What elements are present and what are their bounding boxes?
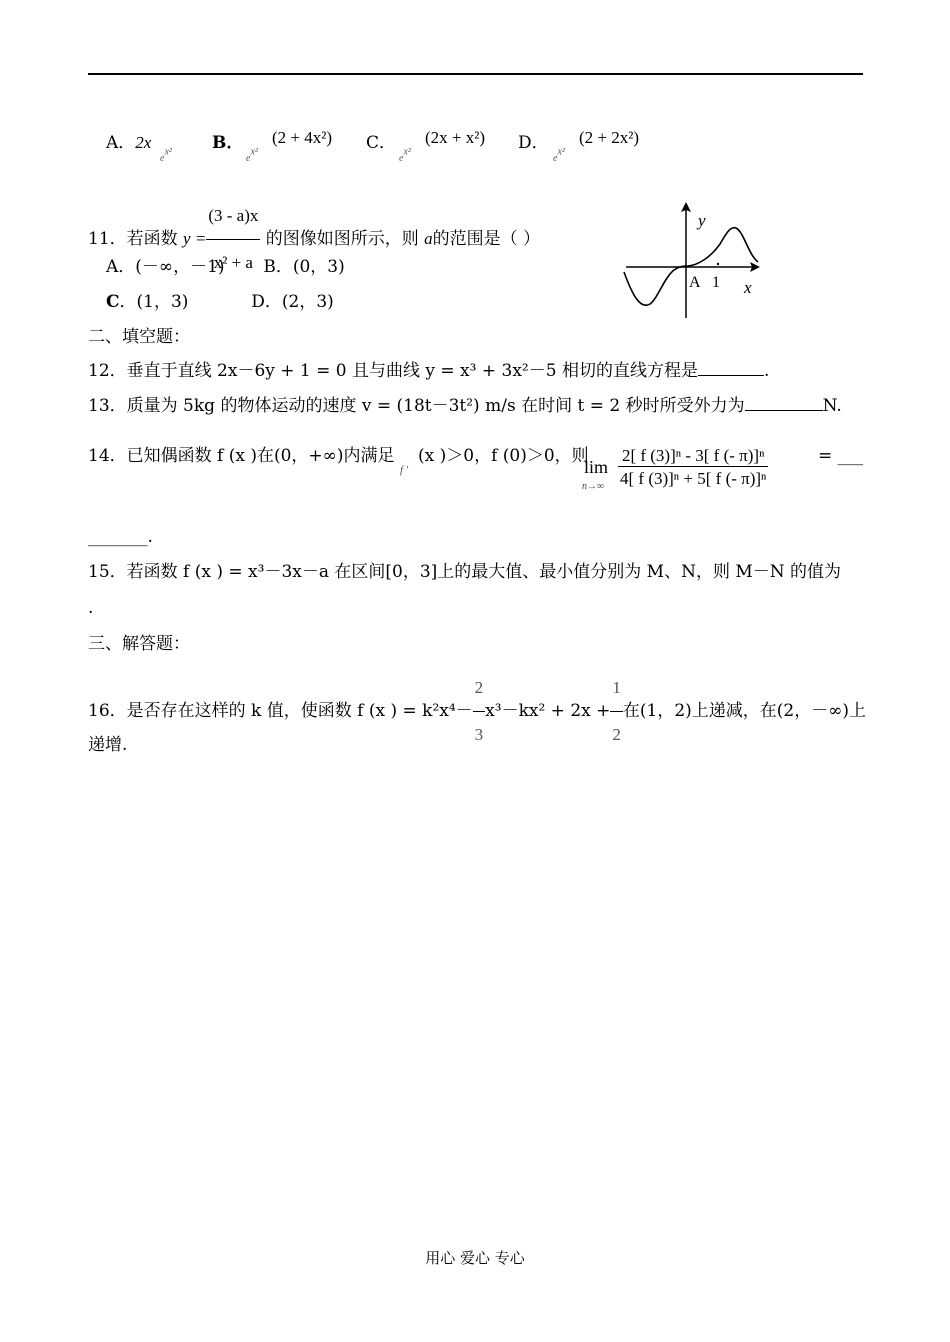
- q10-option-b-exp: $e^{x^2}$: [246, 146, 258, 164]
- q10-option-c-label: C．: [366, 133, 397, 153]
- q11-stem: 11．若函数 y = $\frac{(3 - a)x}{\text{x² + a}}$ 的图像如图所示，则 a的范围是（ ）: [88, 193, 540, 286]
- q13: 13．质量为 5kg 的物体运动的速度 v = (18t－3t²) m/s 在时间 t = 2 秒时所受外力为 N.: [88, 396, 842, 416]
- q16-fraction-two-thirds: $\frac{2}{3}$: [473, 665, 486, 758]
- q12: 12．垂直于直线 2x－6y + 1 = 0 且与曲线 y = x³ + 3x²－5 相切的直线方程是 .: [88, 361, 770, 381]
- y-axis-label: y: [698, 211, 706, 230]
- q10-option-a: A．2x: [106, 133, 152, 153]
- curve-point: [717, 263, 719, 265]
- tick-one-label: 1: [712, 274, 720, 291]
- q15-answer-line[interactable]: .: [88, 598, 94, 618]
- x-axis-label: x: [744, 278, 752, 297]
- q14-limit-fraction: 2[ f (3)]ⁿ - 3[ f (- π)]ⁿ 4[ f (3)]ⁿ + 5[ f (- π)]ⁿ: [620, 446, 767, 488]
- q16: 16．是否存在这样的 k 值，使函数 f (x ) = k²x⁴－ $\frac{2}{3}$ x³－kx² + 2x + $\frac{1}{2}$ 在(1，2)上递减，在(2，－∞)上: [88, 665, 866, 758]
- q10-option-d-text: (2 + 2x²): [579, 128, 640, 147]
- q10-option-d-label: D．: [518, 133, 549, 153]
- section-3-title: 三、解答题：: [88, 634, 190, 654]
- q14-stem: 14．已知偶函数 f (x )在(0，+∞)内满足: [88, 446, 395, 466]
- q10-option-b-label: B．: [212, 133, 244, 153]
- q11-fraction: $\frac{(3 - a)x}{\text{x² + a}}$: [206, 193, 260, 286]
- q10-option-b-text: (2 + 4x²): [272, 128, 333, 147]
- q11-function-graph: [618, 198, 768, 322]
- q14-lim: lim: [584, 457, 609, 477]
- page-footer: 用心 爱心 专心: [425, 1249, 525, 1267]
- q10-option-c-text: (2x + x²): [425, 128, 486, 147]
- q10-option-d-exp: $e^{x^2}$: [553, 146, 565, 164]
- q13-answer-blank[interactable]: [745, 410, 823, 411]
- q15: 15．若函数 f (x ) = x³－3x－a 在区间[0，3]上的最大值、最小值分别为 M、N，则 M－N 的值为: [88, 562, 842, 582]
- q16-fraction-one-half: $\frac{1}{2}$: [610, 665, 623, 758]
- q10-option-c-exp: $e^{x^2}$: [399, 146, 411, 164]
- q16-line2: 递增.: [88, 735, 128, 755]
- q14-answer-line[interactable]: _______.: [88, 527, 153, 547]
- header-rule: [88, 73, 863, 75]
- q11-options-row2: C．(1，3) D．(2，3): [106, 292, 334, 312]
- q11-options-row1: A．(－∞，－1) B．(0，3): [106, 257, 345, 277]
- point-a-label: A: [689, 274, 701, 291]
- q14-equals: = ___: [818, 446, 864, 466]
- q10-option-a-exp: $e^{x^2}$: [160, 146, 172, 164]
- q14-lim-sub: n→∞: [582, 481, 605, 492]
- q14-fprime: f ′: [400, 464, 409, 476]
- q12-answer-blank[interactable]: [698, 375, 764, 376]
- section-2-title: 二、填空题：: [88, 327, 190, 347]
- q14-condition: (x )＞0，f (0)＞0，则: [418, 446, 589, 466]
